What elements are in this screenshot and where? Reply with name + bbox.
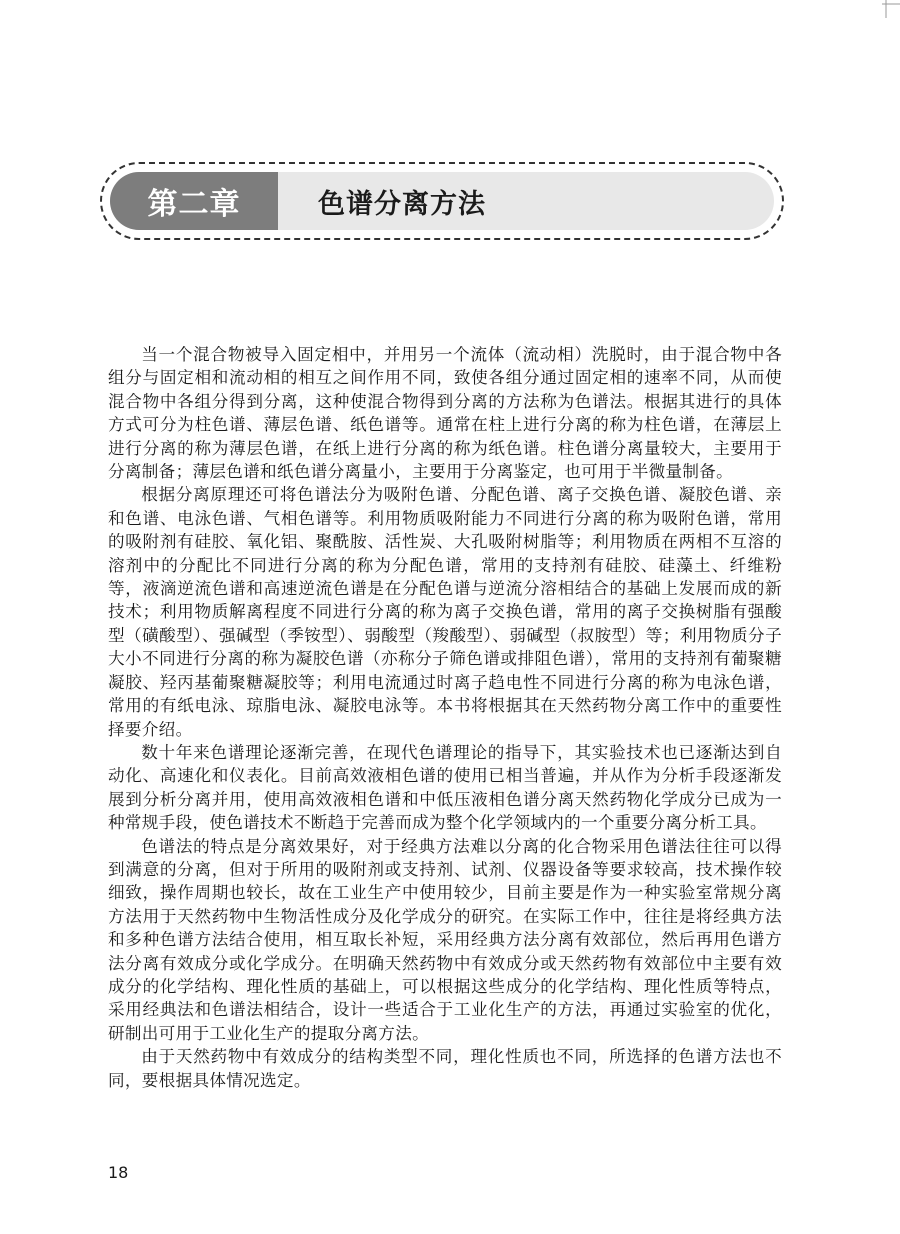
chapter-number: 第二章 — [110, 172, 278, 230]
paragraph: 当一个混合物被导入固定相中，并用另一个流体（流动相）洗脱时，由于混合物中各组分与固定相和流动相的相互之间作用不同，致使各组分通过固定相的速率不同，从而使混合物中各组分得到分离，这种使混合物得到分离的方法称为色谱法。根据其进行的具体方式可分为柱色谱、薄层色谱、纸色谱等。通常在柱上进行分离的称为柱色谱，在薄层上进行分离的称为薄层色谱，在纸上进行分离的称为纸色谱。柱色谱分离量较大，主要用于分离制备；薄层色谱和纸色谱分离量小，主要用于分离鉴定，也可用于半微量制备。 — [108, 345, 782, 482]
chapter-header — [100, 162, 784, 240]
paragraph: 根据分离原理还可将色谱法分为吸附色谱、分配色谱、离子交换色谱、凝胶色谱、亲和色谱、电泳色谱、气相色谱等。利用物质吸附能力不同进行分离的称为吸附色谱，常用的吸附剂有硅胶、氧化铝、聚酰胺、活性炭、大孔吸附树脂等；利用物质在两相不互溶的溶剂中的分配比不同进行分离的称为分配色谱，常用的支持剂有硅胶、硅藻土、纤维粉等，液滴逆流色谱和高速逆流色谱是在分配色谱与逆流分溶相结合的基础上发展而成的新技术；利用物质解离程度不同进行分离的称为离子交换色谱，常用的离子交换树脂有强酸型（磺酸型）、强碱型（季铵型）、弱酸型（羧酸型）、弱碱型（叔胺型）等；利用物质分子大小不同进行分离的称为凝胶色谱（亦称分子筛色谱或排阻色谱），常用的支持剂有葡聚糖凝胶、羟丙基葡聚糖凝胶等；利用电流通过时离子趋电性不同进行分离的称为电泳色谱，常用的有纸电泳、琼脂电泳、凝胶电泳等。本书将根据其在天然药物分离工作中的重要性择要介绍。 — [108, 485, 782, 739]
crop-mark-icon — [882, 0, 900, 18]
chapter-title: 色谱分离方法 — [318, 188, 486, 220]
chapter-header-bar — [110, 172, 774, 230]
page-number: 18 — [108, 1163, 129, 1182]
paragraph: 色谱法的特点是分离效果好，对于经典方法难以分离的化合物采用色谱法往往可以得到满意的分离，但对于所用的吸附剂或支持剂、试剂、仪器设备等要求较高，技术操作较细致，操作周期也较长，故在工业生产中使用较少，目前主要是作为一种实验室常规分离方法用于天然药物中生物活性成分及化学成分的研究。在实际工作中，往往是将经典方法和多种色谱方法结合使用，相互取长补短，采用经典方法分离有效部位，然后再用色谱方法分离有效成分或化学成分。在明确天然药物中有效成分或天然药物有效部位中主要有效成分的化学结构、理化性质的基础上，可以根据这些成分的化学结构、理化性质等特点，采用经典法和色谱法相结合，设计一些适合于工业化生产的方法，再通过实验室的优化，研制出可用于工业化生产的提取分离方法。 — [108, 836, 782, 1043]
body-text — [108, 343, 782, 1092]
paragraph: 由于天然药物中有效成分的结构类型不同，理化性质也不同，所选择的色谱方法也不同，要根据具体情况选定。 — [108, 1047, 782, 1090]
paragraph: 数十年来色谱理论逐渐完善，在现代色谱理论的指导下，其实验技术也已逐渐达到自动化、高速化和仪表化。目前高效液相色谱的使用已相当普遍，并从作为分析手段逐渐发展到分析分离并用，使用高效液相色谱和中低压液相色谱分离天然药物化学成分已成为一种常规手段，使色谱技术不断趋于完善而成为整个化学领域内的一个重要分离分析工具。 — [108, 742, 782, 833]
